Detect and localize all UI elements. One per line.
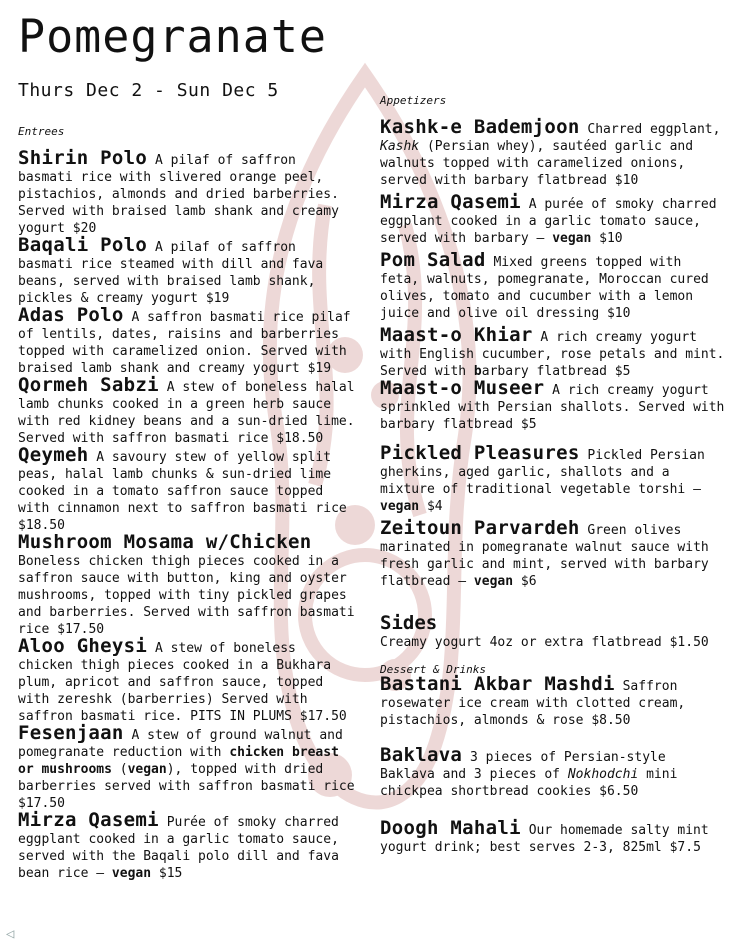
vegan-label: vegan bbox=[127, 762, 167, 777]
menu-item bbox=[18, 304, 358, 377]
item-desc: A stew of boneless halal lamb chunks cooked in a green herb sauce with red kidney beans and a sun-dried lime. Served with saffron basmati rice $18.50 bbox=[18, 380, 355, 446]
item-desc: A rich creamy yogurt with English cucumber, rose petals and mint. Served with bbox=[380, 330, 725, 379]
item-desc: Our homemade salty mint yogurt drink; best serves 2-3, 825ml $7.5 bbox=[380, 823, 709, 855]
item-desc-italic: Kashk bbox=[380, 139, 420, 154]
item-name: Aloo Gheysi bbox=[18, 635, 148, 657]
item-desc: Charred eggplant, bbox=[579, 122, 721, 137]
vegan-label: vegan bbox=[380, 499, 420, 514]
menu-item bbox=[380, 744, 725, 800]
dessert-heading: Dessert & Drinks bbox=[380, 663, 486, 676]
item-desc: A stew of boneless chicken thigh pieces cooked in a Bukhara plum, apricot and saffron sauce, topped with zereshk (barberries) Served with saffron basmati rice. PITS IN PLUMS $17.50 bbox=[18, 641, 347, 724]
item-desc: ), topped with dried barberries served with saffron basmati rice $17.50 bbox=[18, 762, 355, 811]
item-name: Shirin Polo bbox=[18, 147, 148, 169]
item-desc-italic: Nokhodchi bbox=[567, 767, 639, 782]
item-desc: ( bbox=[111, 762, 128, 777]
item-desc: A stew of ground walnut and pomegranate reduction with bbox=[18, 728, 343, 760]
item-name: Bastani Akbar Mashdi bbox=[380, 673, 615, 695]
item-desc: 3 pieces of Persian-style Baklava and 3 pieces of bbox=[380, 750, 666, 782]
item-desc: Green olives marinated in pomegranate walnut sauce with fresh garlic and mint, served with barbary flatbread – bbox=[380, 523, 709, 589]
menu-item bbox=[380, 249, 725, 322]
item-name: Pom Salad bbox=[380, 249, 486, 271]
item-name: Mushroom Mosama w/Chicken bbox=[18, 531, 312, 553]
item-desc: $15 bbox=[151, 866, 183, 881]
item-desc: (Persian whey), sautéed garlic and walnuts topped with caramelized onions, served with barbary flatbread $10 bbox=[380, 139, 694, 188]
item-name: Pickled Pleasures bbox=[380, 442, 580, 464]
item-desc: $4 bbox=[419, 499, 443, 514]
menu-item bbox=[380, 442, 725, 515]
item-desc: A purée of smoky charred eggplant cooked in a garlic tomato sauce, served with barbary – bbox=[380, 197, 717, 246]
menu-item bbox=[18, 635, 358, 725]
item-desc: arbary flatbread $5 bbox=[481, 364, 631, 379]
item-name: Doogh Mahali bbox=[380, 817, 521, 839]
item-name: Adas Polo bbox=[18, 304, 124, 326]
item-name: Baqali Polo bbox=[18, 234, 148, 256]
menu-dates: Thurs Dec 2 - Sun Dec 5 bbox=[18, 80, 279, 101]
item-name: Mirza Qasemi bbox=[380, 191, 521, 213]
item-name: Maast-o Museer bbox=[380, 377, 545, 399]
item-desc: $10 bbox=[591, 231, 623, 246]
menu-item bbox=[18, 147, 358, 237]
item-name: Qeymeh bbox=[18, 444, 89, 466]
menu-item bbox=[18, 234, 358, 307]
menu-item bbox=[380, 377, 725, 433]
item-desc: Saffron rosewater ice cream with clotted cream, pistachios, almonds & rose $8.50 bbox=[380, 679, 686, 728]
item-desc: A rich creamy yogurt sprinkled with Persian shallots. Served with barbary flatbread $5 bbox=[380, 383, 725, 432]
item-name: Baklava bbox=[380, 744, 463, 766]
left-arrow-icon[interactable]: ◁ bbox=[6, 926, 15, 942]
menu-item bbox=[380, 517, 725, 590]
menu-item bbox=[380, 191, 725, 247]
menu-item bbox=[18, 374, 358, 447]
item-desc-bold: b bbox=[473, 364, 482, 379]
item-desc: A saffron basmati rice pilaf of lentils, dates, raisins and barberries topped with caramelized onion. Served with braised lamb shank and creamy yogurt $19 bbox=[18, 310, 351, 376]
appetizers-heading: Appetizers bbox=[380, 94, 447, 107]
menu-item bbox=[380, 116, 725, 189]
sides-desc: Creamy yogurt 4oz or extra flatbread $1.50 bbox=[380, 635, 709, 650]
menu-item bbox=[18, 444, 358, 534]
appetizers-column bbox=[380, 94, 725, 856]
menu-item bbox=[18, 531, 358, 638]
item-name: Kashk-e Bademjoon bbox=[380, 116, 580, 138]
page-title: Pomegranate bbox=[18, 10, 328, 63]
entrees-column bbox=[18, 125, 358, 882]
item-desc: Pickled Persian gherkins, aged garlic, shallots and a mixture of traditional vegetable torshi – bbox=[380, 448, 705, 497]
item-desc: $6 bbox=[513, 574, 537, 589]
menu-item bbox=[380, 673, 725, 729]
vegan-label: vegan bbox=[473, 574, 514, 589]
entrees-heading: Entrees bbox=[18, 125, 65, 138]
menu-item bbox=[380, 817, 725, 856]
menu-item bbox=[18, 722, 358, 812]
item-desc: Boneless chicken thigh pieces cooked in a saffron sauce with button, king and oyster mushrooms, topped with tiny pickled grapes and barberries. Served with saffron basmati rice $17.50 bbox=[18, 554, 355, 637]
item-name: Qormeh Sabzi bbox=[18, 374, 159, 396]
menu-item bbox=[18, 809, 358, 882]
menu-item bbox=[380, 324, 725, 380]
item-desc: Purée of smoky charred eggplant cooked in a garlic tomato sauce, served with the Baqali polo dill and fava bean rice – bbox=[18, 815, 339, 881]
vegan-label: vegan bbox=[111, 866, 152, 881]
item-desc-bold: chicken breast or mushrooms bbox=[18, 745, 339, 777]
item-desc: A pilaf of saffron basmati rice with slivered orange peel, pistachios, almonds and dried barberries. Served with braised lamb shank and creamy yogurt $20 bbox=[18, 153, 339, 236]
item-desc: A savoury stew of yellow split peas, halal lamb chunks & sun-dried lime cooked in a tomato saffron sauce topped with cinnamon next to saffron basmati rice $18.50 bbox=[18, 450, 347, 533]
item-name: Maast-o Khiar bbox=[380, 324, 533, 346]
vegan-label: vegan bbox=[552, 231, 592, 246]
sides-heading: Sides bbox=[380, 612, 438, 634]
item-desc: mini chickpea shortbread cookies $6.50 bbox=[380, 767, 678, 799]
item-name: Fesenjaan bbox=[18, 722, 124, 744]
item-desc: Mixed greens topped with feta, walnuts, pomegranate, Moroccan cured olives, tomato and cucumber with a lemon juice and olive oil dressing $10 bbox=[380, 255, 709, 321]
item-desc: A pilaf of saffron basmati rice steamed with dill and fava beans, served with braised lamb shank, pickles & creamy yogurt $19 bbox=[18, 240, 324, 306]
item-name: Zeitoun Parvardeh bbox=[380, 517, 580, 539]
item-name: Mirza Qasemi bbox=[18, 809, 159, 831]
